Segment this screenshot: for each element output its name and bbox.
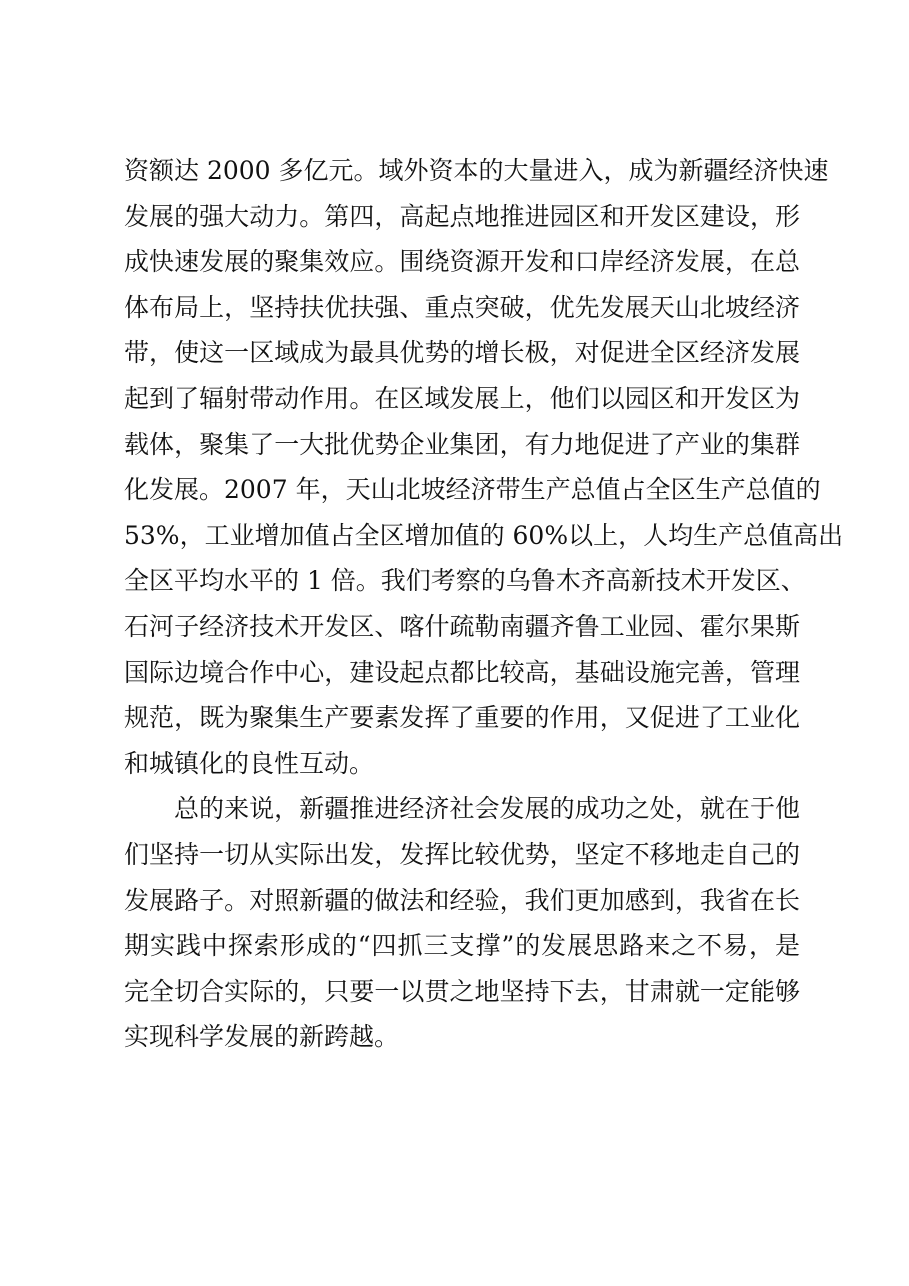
text-line: 实现科学发展的新跨越。 [124,1022,400,1052]
text-line: 和城镇化的良性互动。 [124,748,375,778]
text-line: 总的来说，新疆推进经济社会发展的成功之处，就在于他 [174,794,800,824]
text-line: 完全切合实际的，只要一以贯之地坚持下去，甘肃就一定能够 [124,976,800,1006]
text-line: 期实践中探索形成的“四抓三支撑”的发展思路来之不易，是 [124,931,800,961]
text-line: 53%，工业增加值占全区增加值的 60%以上，人均生产总值高出 [124,520,844,550]
text-line: 载体，聚集了一大批优势企业集团，有力地促进了产业的集群 [124,429,800,459]
text-line: 石河子经济技术开发区、喀什疏勒南疆齐鲁工业园、霍尔果斯 [124,611,800,641]
text-line: 资额达 2000 多亿元。域外资本的大量进入，成为新疆经济快速 [124,156,829,185]
text-line: 发展的强大动力。第四，高起点地推进园区和开发区建设，形 [124,201,800,231]
text-line: 成快速发展的聚集效应。围绕资源开发和口岸经济发展，在总 [124,247,800,277]
text-line: 国际边境合作中心，建设起点都比较高，基础设施完善，管理 [124,657,800,687]
text-line: 们坚持一切从实际出发，发挥比较优势，坚定不移地走自己的 [124,839,800,869]
text-line: 体布局上，坚持扶优扶强、重点突破，优先发展天山北坡经济 [124,292,800,322]
text-line: 带，使这一区域成为最具优势的增长极，对促进全区经济发展 [124,338,800,368]
text-line: 起到了辐射带动作用。在区域发展上，他们以园区和开发区为 [124,383,800,413]
text-line: 发展路子。对照新疆的做法和经验，我们更加感到，我省在长 [124,885,800,915]
text-line: 化发展。2007 年，天山北坡经济带生产总值占全区生产总值的 [124,475,821,505]
paragraph-1 [124,148,844,786]
text-line: 规范，既为聚集生产要素发挥了重要的作用，又促进了工业化 [124,703,800,733]
document-body [124,148,844,1060]
text-line: 全区平均水平的 1 倍。我们考察的乌鲁木齐高新技术开发区、 [124,566,806,596]
paragraph-2 [124,786,800,1060]
